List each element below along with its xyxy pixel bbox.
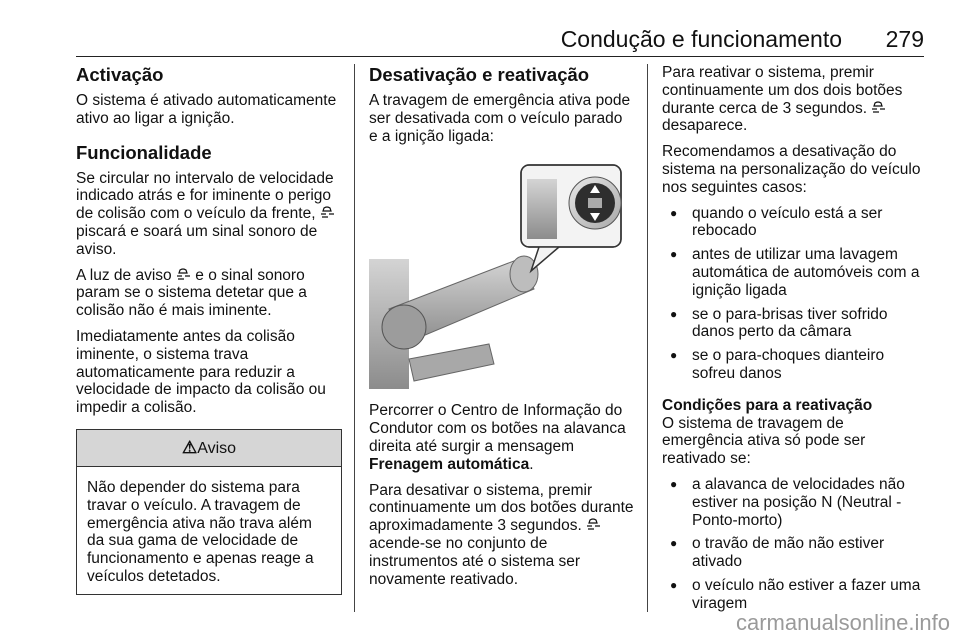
column-divider bbox=[354, 64, 355, 612]
paragraph: Percorrer o Centro de Informação do Condutor com os botões na alavanca direita até surgir a mensagem Frenagem automática. bbox=[369, 402, 626, 473]
warning-body bbox=[77, 467, 341, 594]
list-item: ● quando o veículo está a ser rebocado bbox=[662, 205, 928, 241]
paragraph: Para desativar o sistema, premir continuamente um dos botões durante aproximadamente 3 segundos. acende-se no conjunto de instrumentos até o sistema ser novamente reativado. bbox=[369, 481, 634, 588]
list-item: ● se o para-choques dianteiro sofreu danos bbox=[662, 347, 928, 383]
column-1 bbox=[76, 64, 342, 595]
list-item: ● se o para-brisas tiver sofrido danos perto da câmara bbox=[662, 306, 928, 342]
page-number: 279 bbox=[885, 26, 924, 52]
list-item: ● antes de utilizar uma lavagem automática de automóveis com a ignição ligada bbox=[662, 246, 928, 299]
page-header bbox=[76, 22, 924, 57]
steering-lever-illustration bbox=[369, 159, 635, 389]
paragraph: A travagem de emergência ativa pode ser desativada com o veículo parado e a ignição ligada: bbox=[369, 92, 631, 145]
heading-desativacao: Desativação e reativação bbox=[369, 64, 590, 85]
collision-warning-icon bbox=[871, 101, 886, 115]
cases-list bbox=[662, 205, 928, 383]
conditions-list bbox=[662, 476, 928, 613]
paragraph: Imediatamente antes da colisão iminente, o sistema trava automaticamente para reduzir a velocidade de impacto da colisão ou impedir a colisão. bbox=[76, 327, 326, 417]
paragraph: Para reativar o sistema, premir continuamente um dos dois botões durante cerca de 3 segundos. desaparece. bbox=[662, 64, 903, 135]
warning-title: Aviso bbox=[197, 439, 237, 457]
message-name: Frenagem automática bbox=[369, 455, 530, 473]
paragraph: A luz de aviso e o sinal sonoro param se o sistema detetar que a colisão não é mais iminente. bbox=[76, 266, 307, 320]
section-title: Condução e funcionamento bbox=[560, 26, 842, 52]
column-3 bbox=[662, 64, 928, 619]
list-item: ● o veículo não estiver a fazer uma viragem bbox=[662, 577, 928, 613]
paragraph: O sistema de travagem de emergência ativa só pode ser reativado se: bbox=[662, 414, 866, 468]
list-item: ● a alavanca de velocidades não estiver na posição N (Neutral - Ponto-morto) bbox=[662, 476, 928, 529]
column-divider bbox=[647, 64, 648, 612]
list-item: ● o travão de mão não estiver ativado bbox=[662, 535, 928, 571]
paragraph: Recomendamos a desativação do sistema na personalização do veículo nos seguintes casos: bbox=[662, 143, 921, 196]
paragraph: O sistema é ativado automaticamente ativo ao ligar a ignição. bbox=[76, 92, 337, 127]
collision-warning-icon bbox=[176, 268, 191, 282]
watermark: carmanualsonline.info bbox=[735, 610, 950, 635]
heading-condicoes: Condições para a reativação bbox=[662, 396, 873, 414]
collision-warning-icon bbox=[320, 206, 335, 220]
heading-funcionalidade: Funcionalidade bbox=[76, 141, 212, 163]
heading-activacao: Activação bbox=[76, 64, 164, 85]
column-2 bbox=[369, 64, 635, 596]
warning-header bbox=[77, 430, 341, 467]
paragraph: Se circular no intervalo de velocidade indicado atrás e for iminente o perigo de colisão com o veículo da frente, piscará e soará um sinal sonoro de aviso. bbox=[76, 169, 334, 258]
warning-triangle-icon: ⚠ bbox=[181, 437, 198, 457]
warning-text: Não depender do sistema para travar o veículo. A travagem de emergência ativa não trava além da sua gama de velocidade de funcionamento e apenas reage a veículos detetados. bbox=[87, 478, 314, 585]
warning-box bbox=[76, 429, 342, 595]
collision-warning-icon bbox=[586, 518, 601, 532]
